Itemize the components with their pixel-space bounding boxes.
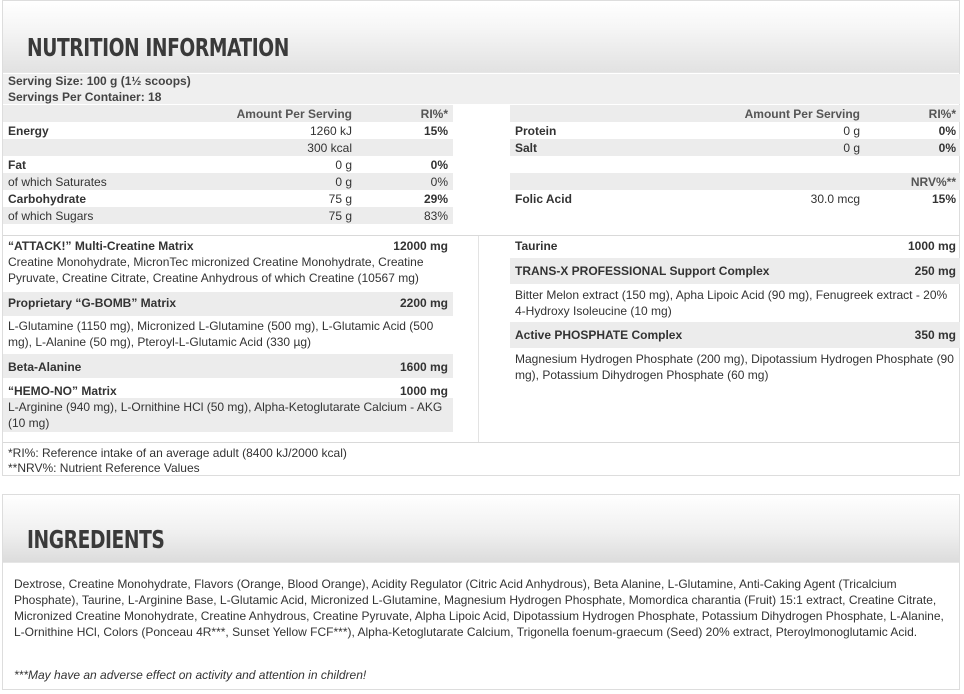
nutrient-amount: 0 g [843, 141, 860, 155]
nrv-header: NRV%** [910, 175, 956, 189]
blend-name: “HEMO-NO” Matrix [8, 384, 117, 398]
nutrient-pct: 0% [938, 124, 956, 138]
blend-amount: 250 mg [914, 264, 956, 278]
ingredients-warning: ***May have an adverse effect on activity and attention in children! [14, 668, 367, 682]
nutrient-name: Folic Acid [515, 192, 572, 206]
nutrient-amount: 75 g [328, 192, 352, 206]
blend-amount: 1000 mg [399, 384, 448, 398]
footnote-nrv: **NRV%: Nutrient Reference Values [8, 461, 200, 475]
right-amount-header: Amount Per Serving [744, 107, 860, 121]
nutrient-pct: 15% [931, 192, 956, 206]
nutrient-amount: 75 g [328, 209, 352, 223]
nutrition-title: NUTRITION INFORMATION [27, 33, 289, 62]
servings-per-container: Servings Per Container: 18 [8, 90, 162, 104]
blend-description: L-Glutamine (1150 mg), Micronized L-Glutamine (500 mg), L-Glutamic Acid (500 mg), L-Alanine (50 mg), Pteroyl-L-Glutamic Acid (330 µg) [8, 319, 434, 349]
section-divider [3, 235, 960, 236]
blend-description: Creatine Monohydrate, MicronTec micronized Creatine Monohydrate, Creatine Pyruvate, Creatine Citrate, Creatine Anhydrous of which Creatine (10567 mg) [8, 255, 424, 285]
row-shade [3, 139, 453, 156]
ingredients-text: Dextrose, Creatine Monohydrate, Flavors (Orange, Blood Orange), Acidity Regulator (Citric Acid Anhydrous), Beta Alanine, L-Glutamine, Anti-Caking Agent (Tricalcium Phosphate), Taurine, L-Arginine Base, L-Glutamic Acid, Micronized L-Glutamine, Magnesium Hydrogen Phosphate, Momordica charantia (Fruit) 15:1 extract, Creatine Citrate, Micronized Creatine Monohydrate, Creatine Anhydrous, Creatine Pyruvate, Alpha Lipoic Acid, Dipotassium Hydrogen Phosphate, Potassium Dihydrogen Phosphate, L-Alanine, L-Ornithine HCl, Colors (Ponceau 4R***, Sunset Yellow FCF***), Alpha-Ketoglutarate Calcium, Trigonella foenum-graecum (Seed) 20% extract, Pteroylmonoglutamic Acid. [14, 577, 944, 639]
nutrient-pct: 0% [430, 158, 448, 172]
blend-description: Magnesium Hydrogen Phosphate (200 mg), Dipotassium Hydrogen Phosphate (90 mg), Potassium Dihydrogen Phosphate (60 mg) [515, 352, 954, 382]
nutrient-name: Carbohydrate [8, 192, 87, 206]
nutrient-amount: 0 g [335, 158, 352, 172]
blend-name: Beta-Alanine [8, 360, 82, 374]
blend-amount: 1600 mg [399, 360, 448, 374]
footnote-ri: *RI%: Reference intake of an average adult (8400 kJ/2000 kcal) [8, 446, 347, 460]
nutrient-name: Fat [8, 158, 26, 172]
blend-amount: 1000 mg [907, 239, 956, 253]
footnote-divider [3, 442, 960, 443]
nutrient-name: of which Sugars [8, 209, 94, 223]
blend-amount: 12000 mg [393, 239, 448, 253]
nutrient-pct: 83% [423, 209, 448, 223]
serving-size: Serving Size: 100 g (1½ scoops) [8, 74, 191, 88]
blend-description: Bitter Melon extract (150 mg), Apha Lipoic Acid (90 mg), Fenugreek extract - 20% 4-Hydroxy Isoleucine (10 mg) [515, 288, 948, 318]
nutrient-name: Salt [515, 141, 538, 155]
left-amount-header: Amount Per Serving [236, 107, 352, 121]
nutrient-pct: 0% [430, 175, 448, 189]
nutrient-name: Protein [515, 124, 557, 138]
nutrient-amount: 300 kcal [307, 141, 352, 155]
blend-description: L-Arginine (940 mg), L-Ornithine HCl (50 mg), Alpha-Ketoglutarate Calcium - AKG (10 mg) [8, 400, 443, 430]
ingredients-panel [2, 494, 960, 690]
column-divider [478, 236, 479, 442]
nutrient-pct: 0% [938, 141, 956, 155]
nutrient-amount: 0 g [843, 124, 860, 138]
blend-name: TRANS-X PROFESSIONAL Support Complex [515, 264, 770, 278]
ingredients-header [3, 495, 959, 563]
nutrition-header [3, 1, 959, 73]
blend-name: “ATTACK!” Multi-Creatine Matrix [8, 239, 194, 253]
nutrient-pct: 15% [423, 124, 448, 138]
nutrient-amount: 30.0 mcg [810, 192, 860, 206]
right-ri-header: RI%* [928, 107, 956, 121]
nutrient-amount: 1260 kJ [309, 124, 352, 138]
nutrient-amount: 0 g [335, 175, 352, 189]
nutrient-name: of which Saturates [8, 175, 107, 189]
nutrient-pct: 29% [423, 192, 448, 206]
blend-amount: 350 mg [914, 328, 956, 342]
ingredients-title: INGREDIENTS [27, 525, 165, 554]
row-shade [510, 139, 960, 156]
nutrient-name: Energy [8, 124, 49, 138]
left-ri-header: RI%* [420, 107, 448, 121]
blend-name: Active PHOSPHATE Complex [515, 328, 683, 342]
blend-name: Proprietary “G-BOMB” Matrix [8, 296, 177, 310]
blend-amount: 2200 mg [399, 296, 448, 310]
blend-name: Taurine [515, 239, 558, 253]
